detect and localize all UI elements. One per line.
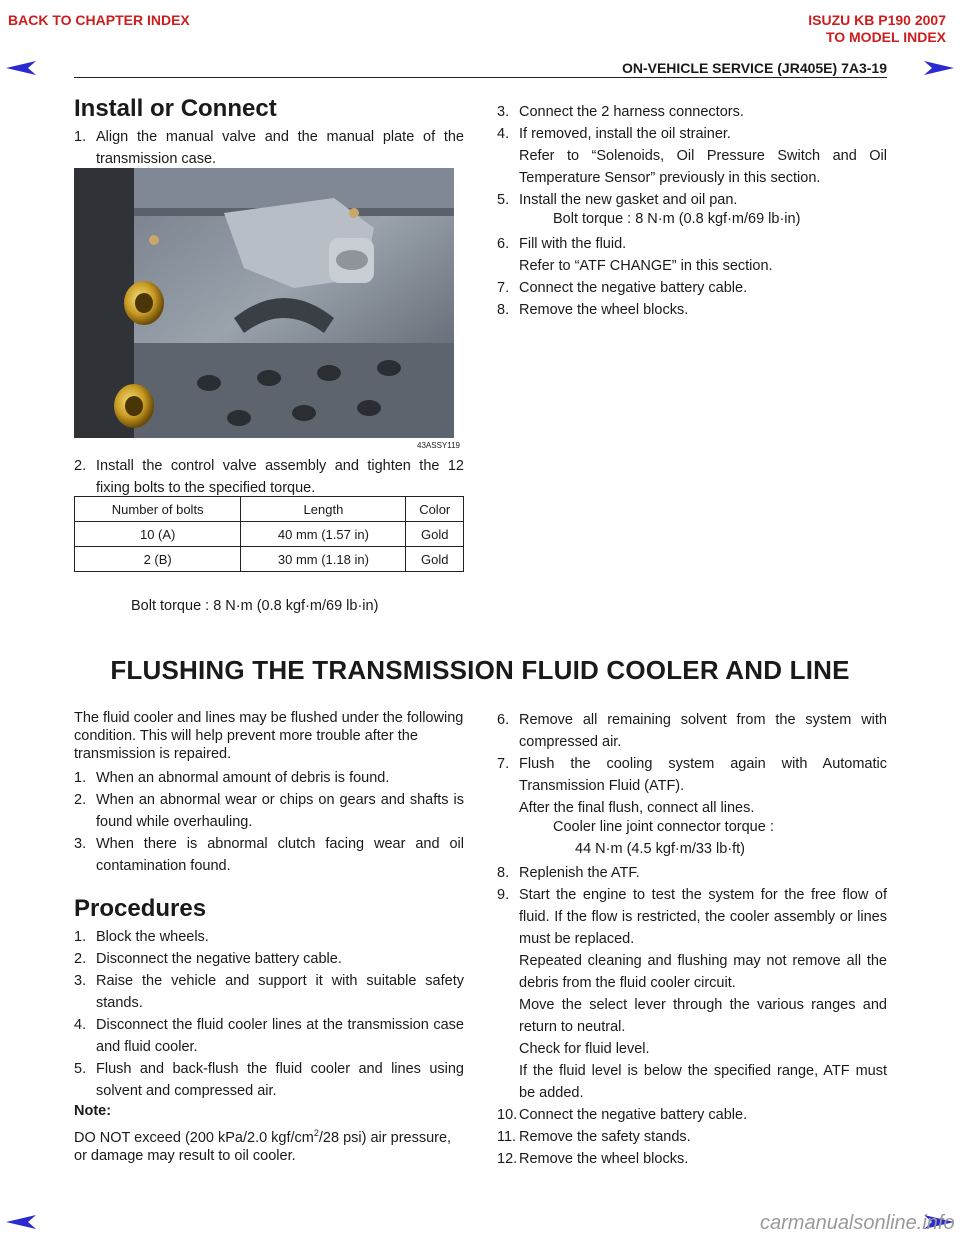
table-header-row: [75, 497, 464, 522]
install-step-3: 3. Connect the 2 harness connectors.: [497, 104, 744, 120]
valve-body-photo: [74, 168, 454, 438]
table-row: [75, 522, 464, 547]
install-step-1: 1. Align the manual valve and the manual plate of the transmission case.: [74, 129, 464, 167]
cooler-torque-value: 44 N·m (4.5 kgf·m/33 lb·ft): [575, 841, 746, 857]
previous-page-arrow-bottom-icon[interactable]: [4, 1212, 38, 1232]
model-title-link[interactable]: ISUZU KB P190 2007: [808, 12, 946, 28]
table-header-cell: Length: [241, 497, 406, 522]
table-cell: 30 mm (1.18 in): [241, 547, 406, 572]
figure-caption: 43ASSY119: [417, 441, 460, 450]
to-model-index-link[interactable]: TO MODEL INDEX: [825, 29, 946, 45]
header-divider: [74, 77, 887, 78]
install-step-5-torque: Bolt torque : 8 N·m (0.8 kgf·m/69 lb·in): [553, 211, 801, 227]
back-to-chapter-index-link[interactable]: BACK TO CHAPTER INDEX: [8, 12, 190, 28]
procedure-9-note-4: If the fluid level is below the specified range, ATF must be added.: [519, 1063, 887, 1101]
procedure-2: 2. Disconnect the negative battery cable.: [74, 951, 342, 967]
install-step-5: 5. Install the new gasket and oil pan.: [497, 192, 738, 208]
procedure-9-note-1: Repeated cleaning and flushing may not remove all the debris from the fluid cooler circuit.: [519, 953, 887, 991]
procedure-9-note-3: Check for fluid level.: [519, 1041, 650, 1057]
bolt-torque-spec: Bolt torque : 8 N·m (0.8 kgf·m/69 lb·in): [131, 598, 379, 614]
install-step-8: 8. Remove the wheel blocks.: [497, 302, 689, 318]
install-step-4: 4. If removed, install the oil strainer.: [497, 126, 731, 142]
flushing-section-title: FLUSHING THE TRANSMISSION FLUID COOLER AND LINE: [110, 655, 850, 685]
table-cell: 2 (B): [75, 547, 241, 572]
condition-1: 1. When an abnormal amount of debris is found.: [74, 770, 390, 786]
procedure-10: 10. Connect the negative battery cable.: [497, 1107, 748, 1123]
table-row: [75, 547, 464, 572]
procedure-9: 9. Start the engine to test the system for the free flow of fluid. If the flow is restricted, the cooler assembly or lines must be replaced.: [497, 887, 887, 947]
cooler-torque-label: Cooler line joint connector torque :: [553, 819, 774, 835]
procedure-8: 8. Replenish the ATF.: [497, 865, 640, 881]
procedures-heading: Procedures: [74, 895, 207, 922]
note-text: DO NOT exceed (200 kPa/2.0 kgf/$cm^2/28$ psi) air pressure, or damage may result to oil cooler.: [74, 1128, 452, 1164]
note-label: Note:: [74, 1103, 112, 1119]
table-header-cell: Color: [406, 497, 464, 522]
page-header-title: ON-VEHICLE SERVICE (JR405E) 7A3-19: [621, 60, 887, 76]
table-cell: Gold: [406, 547, 464, 572]
install-step-6: 6. Fill with the fluid.: [497, 236, 627, 252]
condition-3: 3. When there is abnormal clutch facing wear and oil contamination found.: [74, 836, 464, 874]
procedure-1: 1. Block the wheels.: [74, 929, 209, 945]
watermark: carmanualsonline.info: [760, 1212, 955, 1234]
install-step-2: 2. Install the control valve assembly and tighten the 12 fixing bolts to the specified torque.: [74, 458, 464, 496]
install-step-7: 7. Connect the negative battery cable.: [497, 280, 748, 296]
procedure-7-note: After the final flush, connect all lines.: [519, 800, 755, 816]
bolt-specification-table: [74, 496, 464, 572]
install-step-6-reference: Refer to “ATF CHANGE” in this section.: [519, 258, 773, 274]
procedure-7: 7. Flush the cooling system again with Automatic Transmission Fluid (ATF).: [497, 756, 887, 794]
procedure-9-note-2: Move the select lever through the various ranges and return to neutral.: [519, 997, 887, 1035]
table-cell: Gold: [406, 522, 464, 547]
procedure-11: 11. Remove the safety stands.: [497, 1129, 691, 1145]
previous-page-arrow-icon[interactable]: [4, 58, 38, 78]
procedure-6: 6. Remove all remaining solvent from the system with compressed air.: [497, 712, 887, 750]
install-heading: Install or Connect: [74, 95, 277, 122]
condition-2: 2. When an abnormal wear or chips on gears and shafts is found while overhauling.: [74, 792, 464, 830]
table-header-cell: Number of bolts: [75, 497, 241, 522]
procedure-4: 4. Disconnect the fluid cooler lines at the transmission case and fluid cooler.: [74, 1017, 464, 1055]
flushing-intro: The fluid cooler and lines may be flushed under the following condition. This will help prevent more trouble after the transmission is repaired.: [74, 710, 464, 762]
procedure-5: 5. Flush and back-flush the fluid cooler and lines using solvent and compressed air.: [74, 1061, 464, 1099]
table-cell: 40 mm (1.57 in): [241, 522, 406, 547]
next-page-arrow-icon[interactable]: [922, 58, 956, 78]
procedure-12: 12. Remove the wheel blocks.: [497, 1151, 689, 1167]
table-cell: 10 (A): [75, 522, 241, 547]
install-step-4-reference: Refer to “Solenoids, Oil Pressure Switch and Oil Temperature Sensor” previously in this section.: [519, 148, 887, 186]
procedure-3: 3. Raise the vehicle and support it with suitable safety stands.: [74, 973, 464, 1011]
